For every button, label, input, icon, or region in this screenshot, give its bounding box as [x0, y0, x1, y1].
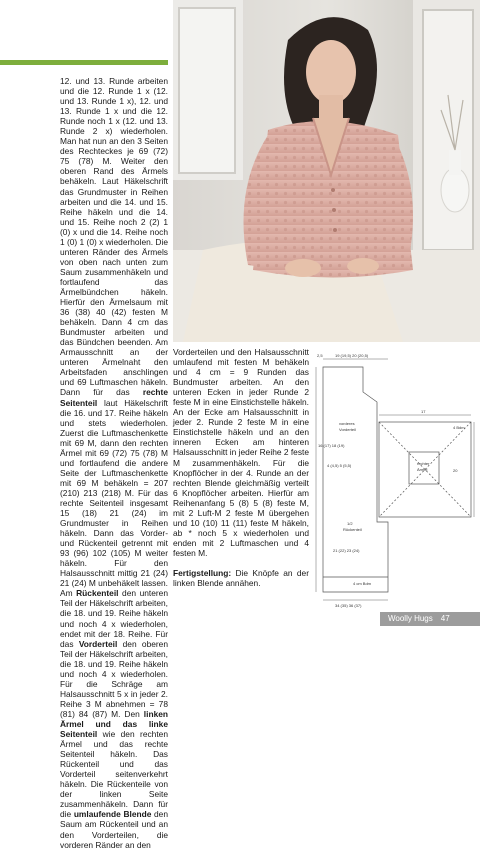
front-label-2: Vorderteil — [339, 427, 356, 432]
dim-bottom-bund: 4 cm Bdm — [353, 581, 372, 586]
footer-brand: Woolly Hugs — [388, 614, 433, 623]
text-run: Vorderteilen und den Halsausschnitt umlaufend mit festen M behäkeln und 4 cm = 9 Runden das Bundmuster arbeiten. An den unteren Ecken in jeder Runde 2 feste M in eine Einstichstelle häkeln. An der Ecke am Halsausschnitt in jeder 2. Runde 2 feste M in eine Einstichstelle häkeln und an den inneren Ecken am hinteren Halsausschnitt in jeder Reihe 2 feste M zusammenhäkeln. Für die Knopflöcher in der 4. Runde an der rechten Blende gleichmäßig verteilt 6 Knopflöcher arbeiten. Hierfür am Reihenanfang 5 (8) 5 (8) feste M, mit 2 Luft-M 2 feste M übergehen und 10 (10) 11 (11) feste M häkeln, ab * noch 5 x wiederholen und enden mit 2 Luftmaschen und 4 festen M. — [173, 347, 309, 558]
accent-bar — [0, 60, 168, 65]
dim-back: 21 (22) 23 (24) — [333, 548, 360, 553]
dim-top: 19 (19,5) 20 (20,5) — [335, 353, 369, 358]
text-run: laut Häkelschrift die 16. und 17. Reihe häkeln und stets wiederholen. Zuerst die Luftmaschenkette mit 69 M, dann den rechten Ärmel mit 69 (72) 75 (78) M und fortlaufend die andere Seite der Luftmaschenkette mit 69 M behäkeln = 207 (210) 213 (218) M. Für das rechte Seitenteil insgesamt 15 (18) 21 (24) im Grundmuster in Reihen häkeln. Dann das Vorder- und Rückenteil getrennt mit 93 (96) 102 (105) M weiter häkeln. Für den Halsausschnitt mittig 21 (24) 21 (24) M unbehäkelt lassen. Am — [60, 397, 169, 599]
model-photo — [173, 0, 480, 342]
dim-sleeve-side: 20 — [453, 468, 458, 473]
dim-sleeve-top: 17 — [421, 409, 426, 414]
finishing-label: Fertigstellung: — [173, 567, 232, 578]
text-run: den unteren Teil der Häkelschrift arbeiten, die 18. und 19. Reihe häkeln und noch 4 x wiederholen, endet mit der 18. Reihe. Für das — [60, 588, 168, 649]
dim-sleeve-bund: 4 Bdm — [453, 425, 465, 430]
page-footer — [380, 612, 480, 626]
text-run: wie den rechten Ärmel und das rechte Seitenteil häkeln. Das Rückenteil und das Vorderteil seitenverkehrt häkeln. Die Rückenteile von der linken Seite zusammenhäkeln. Dann für die — [60, 729, 168, 820]
bold-term: Rückenteil — [76, 588, 119, 599]
dim-side: 4 (4,5) 5 (5,5) — [327, 463, 352, 468]
instructions-column-middle — [173, 347, 309, 588]
bold-term: linken Ärmel und das linke Seitenteil — [60, 708, 168, 740]
instructions-column-left — [60, 76, 168, 850]
finishing-paragraph — [173, 568, 309, 588]
back-label: Rückenteil — [343, 527, 362, 532]
pattern-schematic — [313, 347, 477, 609]
text-run: den oberen Teil der Häkelschrift arbeiten, die 18. und 19. Reihe häkeln und noch 4 x wiederholen. Für die Schräge am Halsausschnitt 5 x in jeder 2. Reihe 3 M abnehmen = 78 (81) 84 (87) M. Den — [60, 638, 168, 719]
bold-term: Vorderteil — [78, 638, 118, 649]
page-number: 47 — [440, 614, 450, 623]
text-run: den Saum am Rückenteil und an den Vorderteilen, die vorderen Ränder an den — [60, 809, 168, 850]
dim-left: 16 (17) 18 (19) — [318, 443, 345, 448]
dim-bottom-width: 34 (35) 36 (37) — [335, 603, 362, 608]
bold-term: rechte Seitenteil — [60, 387, 168, 408]
model-photo-illustration — [173, 0, 480, 342]
sleeve-label-2: Ärmel — [417, 467, 428, 472]
bold-term: umlaufende Blende — [73, 809, 152, 820]
dim-top-small: 2,5 — [317, 353, 323, 358]
text-run: 12. und 13. Runde arbeiten und die 12. Runde 1 x (12. und 13. Runde 1 x), 12. und 13. Runde 1 x und die 12. Runde noch 1 x (12. und 13. Runde 2 x) wiederholen. Man hat nun an den 3 Seiten des Rechteckes je 69 (72) 75 (78) M. Weiter den oberen Rand des Ärmels behäkeln. Laut Häkelschrift das Grundmuster in Reihen arbeiten und die 14. und 15. Reihe häkeln und die 14. und 15. Reihe noch 2 (2) 1 (0) x und die 14. Reihe noch 1 (0) 1 (0) x wiederholen. Die unteren Ränder des Ärmels von oben nach unten zum Saum zusammenhäkeln und fortlaufend das Ärmelbündchen häkeln. Hierfür den Ärmelsaum mit 36 (38) 40 (42) festen M behäkeln. Dann 4 cm das Bundmuster arbeiten und das Bündchen beenden. Am Armausschnitt an der unteren Ärmelnaht den Arbeitsfaden anschlingen und 69 Luftmaschen häkeln. Dann für das — [60, 76, 168, 398]
body-outline — [323, 367, 388, 592]
sleeve-label-1: rechter — [417, 461, 430, 466]
front-label-1: vorderes — [339, 421, 355, 426]
back-label-num: 1/2 — [347, 521, 353, 526]
finishing-text: Die Knöpfe an der linken Blende annähen. — [173, 567, 309, 589]
